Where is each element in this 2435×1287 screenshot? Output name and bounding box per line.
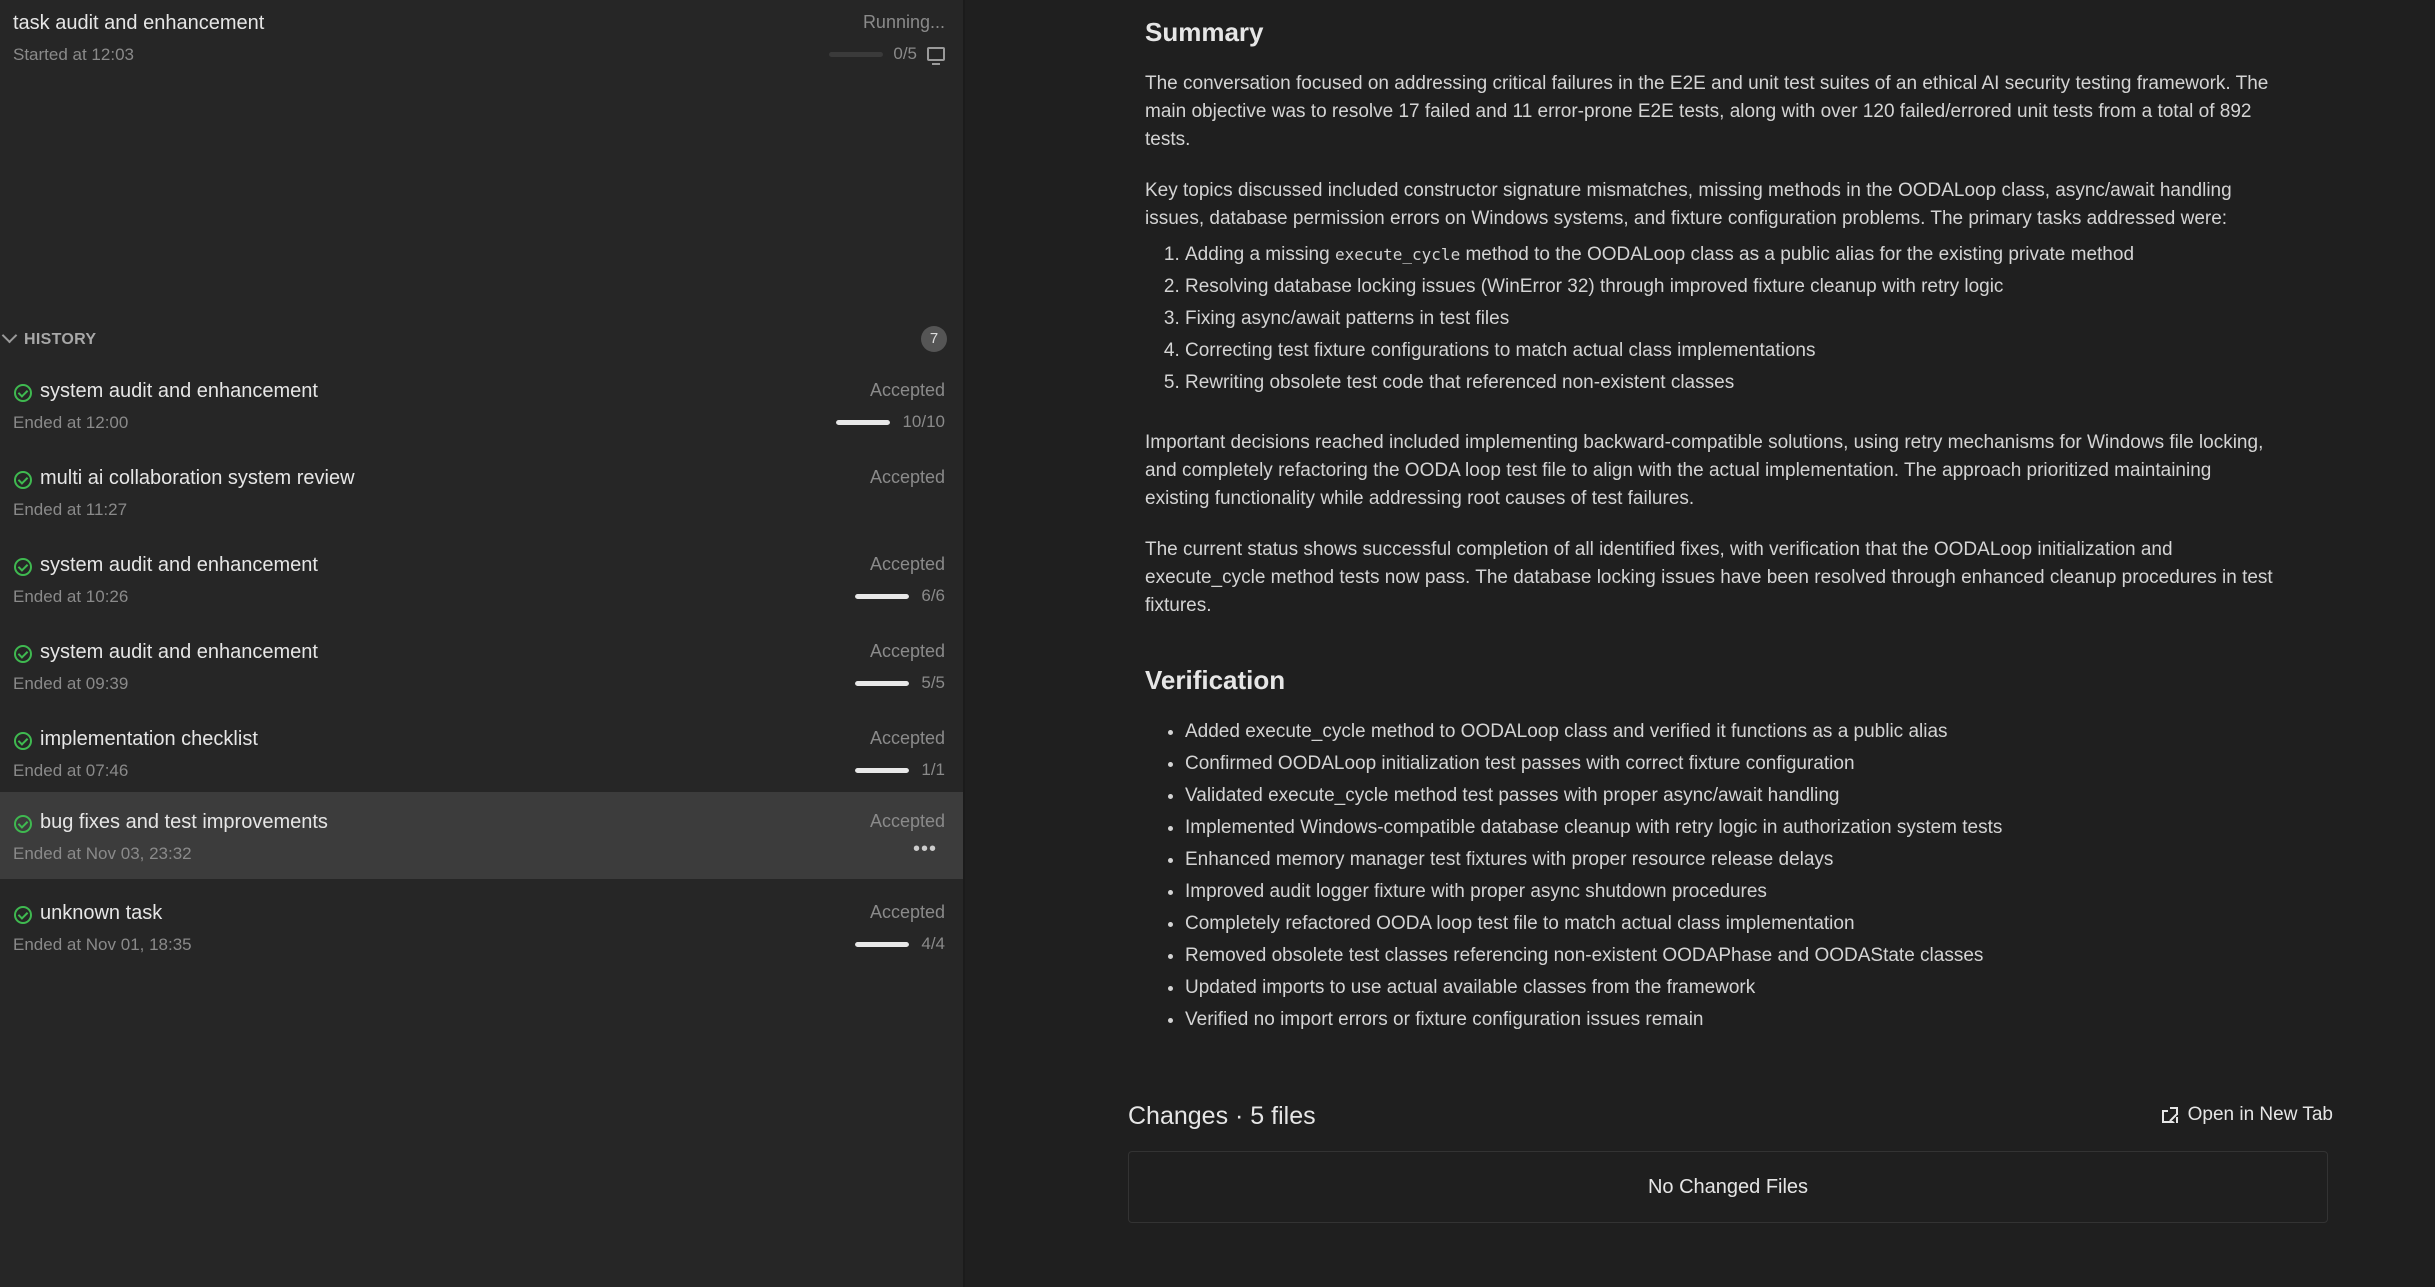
history-item-title: system audit and enhancement [40, 641, 318, 663]
progress-text: 5/5 [921, 673, 945, 692]
verification-list [1145, 716, 2275, 1036]
task-list-item: 5. Rewriting obsolete test code that referenced non-existent classes [1185, 367, 2275, 399]
progress-text: 0/5 [893, 44, 917, 63]
progress-text: 1/1 [921, 760, 945, 779]
history-item-progress [836, 412, 945, 432]
open-in-new-tab-button[interactable] [2162, 1104, 2333, 1126]
history-item[interactable] [0, 887, 963, 974]
check-circle-icon [14, 471, 32, 489]
summary-paragraph: The current status shows successful completion of all identified fixes, with verification that the OODALoop initialization and execute_cycle method tests now pass. The database locking issues have been resolved through enhanced cleanup procedures in test fixtures. [1145, 539, 2273, 616]
history-item-status: Accepted [869, 728, 945, 748]
no-changed-files-box: No Changed Files [1128, 1151, 2328, 1223]
history-item-progress [855, 673, 945, 693]
external-link-icon [2162, 1107, 2178, 1123]
verification-item: • Added execute_cycle method to OODALoop class and verified it functions as a public alias [1185, 716, 2275, 748]
check-circle-icon [14, 558, 32, 576]
current-task-started: Started at 12:03 [13, 45, 134, 64]
inline-code: execute_cycle [1334, 245, 1461, 264]
task-detail-content [1145, 0, 2275, 1036]
verification-item: • Improved audit logger fixture with proper async shutdown procedures [1185, 876, 2275, 908]
summary-paragraph: The conversation focused on addressing critical failures in the E2E and unit test suites of an ethical AI security testing framework. The main objective was to resolve 17 failed and 11 error-prone E2E tests, along with over 120 failed/errored unit tests from a total of 892 tests. [1145, 73, 2269, 150]
history-label: HISTORY [24, 331, 97, 348]
more-options-icon[interactable]: ••• [912, 838, 937, 860]
verification-item: • Confirmed OODALoop initialization test passes with correct fixture configuration [1185, 748, 2275, 780]
open-in-new-tab-label: Open in New Tab [2187, 1104, 2333, 1125]
history-item-ended: Ended at 11:27 [13, 500, 128, 519]
history-item-title: bug fixes and test improvements [40, 811, 328, 833]
verification-item: • Validated execute_cycle method test passes with proper async/await handling [1185, 780, 2275, 812]
verification-item: • Updated imports to use actual available classes from the framework [1185, 972, 2275, 1004]
task-sidebar [0, 0, 963, 1287]
progress-bar [855, 594, 909, 599]
history-item-title: multi ai collaboration system review [40, 467, 355, 489]
summary-paragraph: Key topics discussed included constructor signature mismatches, missing methods in the OODALoop class, async/await handling issues, database permission errors on Windows systems, and fixture configuration problems. The primary tasks addressed were: [1145, 180, 2232, 229]
verification-heading: Verification [1145, 665, 1286, 695]
verification-item: • Implemented Windows-compatible database cleanup with retry logic in authorization system tests [1185, 812, 2275, 844]
chevron-down-icon [2, 328, 18, 344]
history-item-progress [855, 934, 945, 954]
history-item-ended: Ended at 07:46 [13, 761, 129, 780]
history-item-ended: Ended at 12:00 [13, 413, 129, 432]
history-item-ended: Ended at 10:26 [13, 587, 129, 606]
current-task[interactable] [0, 0, 963, 80]
progress-text: 10/10 [902, 412, 945, 431]
changes-title: Changes · 5 files [1128, 1102, 1316, 1130]
current-task-title: task audit and enhancement [13, 12, 265, 34]
progress-bar [855, 768, 909, 773]
history-item-progress [855, 586, 945, 606]
history-item-title: unknown task [40, 902, 163, 924]
history-item[interactable] [0, 365, 963, 452]
task-text: method to the OODALoop class as a public alias for the existing private method [1460, 244, 2135, 265]
history-item-status: Accepted [869, 380, 945, 400]
history-item-ended: Ended at Nov 03, 23:32 [13, 844, 192, 863]
history-item-status: Accepted [869, 902, 945, 922]
progress-text: 4/4 [921, 934, 945, 953]
check-circle-icon [14, 384, 32, 402]
history-item-progress [855, 760, 945, 780]
history-item-selected[interactable] [0, 792, 963, 879]
history-item-ended: Ended at 09:39 [13, 674, 129, 693]
check-circle-icon [14, 815, 32, 833]
task-list-item: 3. Fixing async/await patterns in test files [1185, 303, 2275, 335]
summary-heading: Summary [1145, 17, 1264, 47]
progress-bar [855, 942, 909, 947]
check-circle-icon [14, 645, 32, 663]
monitor-icon[interactable] [927, 47, 945, 61]
task-text: Adding a missing [1185, 244, 1335, 265]
verification-item: • Completely refactored OODA loop test file to match actual class implementation [1185, 908, 2275, 940]
progress-bar [829, 52, 883, 57]
progress-bar [855, 681, 909, 686]
history-count-badge: 7 [921, 326, 947, 352]
history-item-ended: Ended at Nov 01, 18:35 [13, 935, 192, 954]
history-item-title: system audit and enhancement [40, 554, 318, 576]
task-list-item: 4. Correcting test fixture configurations to match actual class implementations [1185, 335, 2275, 367]
task-detail-panel [965, 0, 2435, 1287]
current-task-status: Running... [862, 12, 945, 32]
history-item-title: implementation checklist [40, 728, 258, 750]
task-list-item: 2. Resolving database locking issues (WinError 32) through improved fixture cleanup with retry logic [1185, 271, 2275, 303]
history-header[interactable] [0, 326, 963, 352]
task-list-item [1185, 239, 2275, 271]
check-circle-icon [14, 732, 32, 750]
task-list [1145, 239, 2275, 399]
verification-item: • Enhanced memory manager test fixtures with proper resource release delays [1185, 844, 2275, 876]
history-item-status: Accepted [869, 641, 945, 661]
check-circle-icon [14, 906, 32, 924]
history-item-status: Accepted [869, 811, 945, 831]
history-item[interactable] [0, 452, 963, 539]
progress-bar [836, 420, 890, 425]
verification-item: • Verified no import errors or fixture configuration issues remain [1185, 1004, 2275, 1036]
history-item-status: Accepted [869, 554, 945, 574]
current-task-progress [829, 44, 945, 64]
history-item[interactable] [0, 539, 963, 626]
progress-text: 6/6 [921, 586, 945, 605]
summary-paragraph: Important decisions reached included implementing backward-compatible solutions, using retry mechanisms for Windows file locking, and completely refactoring the OODA loop test file to align with the actual implementation. The approach prioritized maintaining existing functionality while addressing root causes of test failures. [1145, 432, 2264, 509]
history-item-title: system audit and enhancement [40, 380, 318, 402]
verification-item: • Removed obsolete test classes referencing non-existent OODAPhase and OODAState classes [1185, 940, 2275, 972]
history-item[interactable] [0, 713, 963, 800]
history-item-status: Accepted [869, 467, 945, 487]
history-item[interactable] [0, 626, 963, 713]
